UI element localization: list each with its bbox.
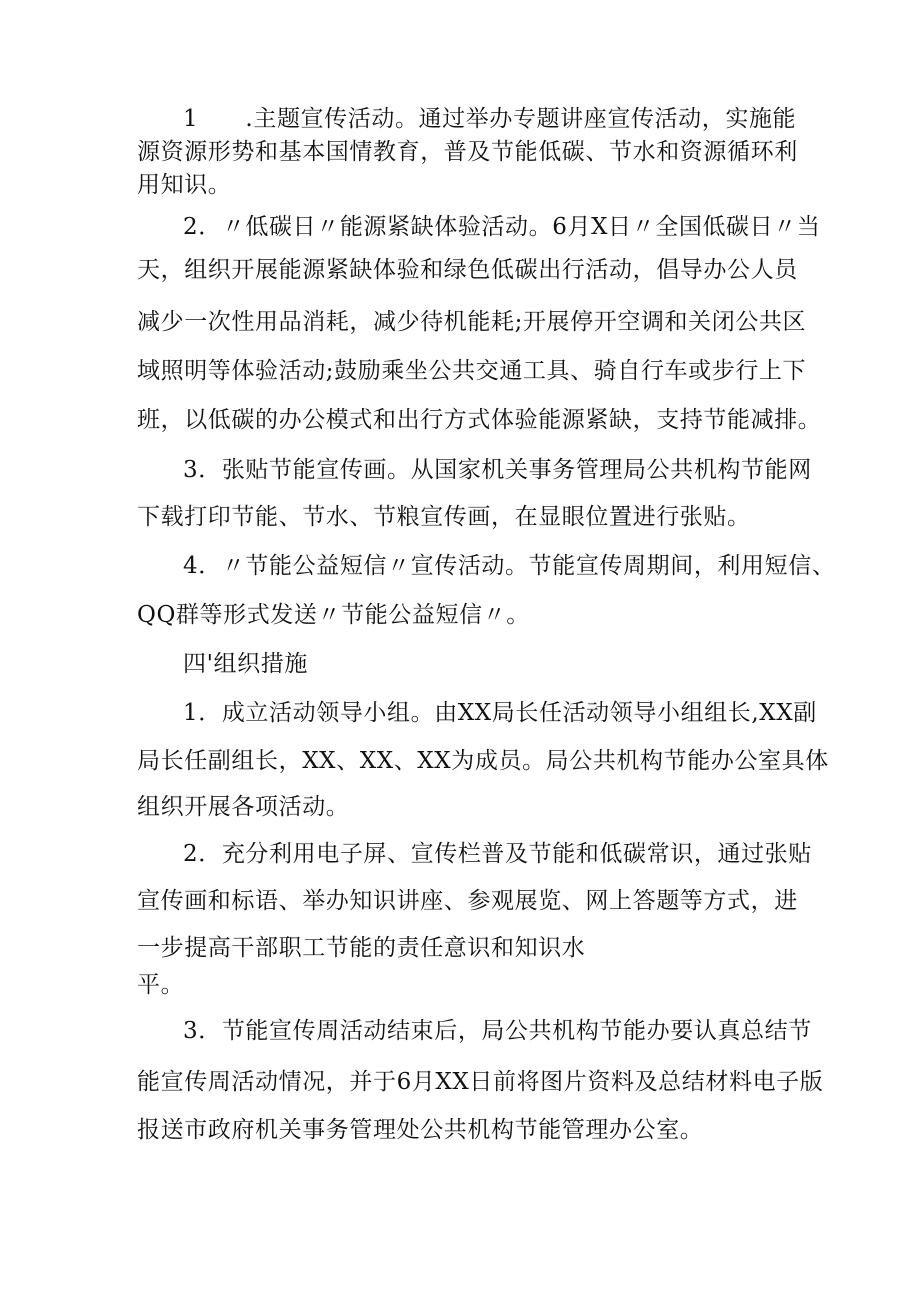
paragraph-2-line-4: 域照明等体验活动;鼓励乘坐公共交通工具、骑自行车或步行上下 [137, 358, 807, 384]
paragraph-3-line-1: 3．张贴节能宣传画。从国家机关事务管理局公共机构节能网 [183, 457, 812, 483]
paragraph-1-line-3: 用知识。 [137, 172, 232, 198]
paragraph-2-line-1: 2．〃低碳日〃能源紧缺体验活动。6月X日〃全国低碳日〃当 [183, 214, 821, 240]
paragraph-4-line-2: QQ群等形式发送〃节能公益短信〃。 [137, 602, 530, 628]
paragraph-5-line-3: 组织开展各项活动。 [137, 794, 350, 820]
section-heading-organization-measures: 四'组织措施 [183, 651, 308, 677]
paragraph-1-line-1: 1 .主题宣传活动。通过举办专题讲座宣传活动，实施能 [183, 106, 797, 132]
paragraph-6-line-1: 2．充分利用电子屏、宣传栏普及节能和低碳常识，通过张贴 [183, 841, 812, 867]
paragraph-7-line-2: 能宣传周活动情况，并于6月XX日前将图片资料及总结材料电子版 [137, 1069, 824, 1095]
paragraph-2-line-3: 减少一次性用品消耗，减少待机能耗;开展停开空调和关闭公共区 [137, 309, 807, 335]
paragraph-2-line-5: 班，以低碳的办公模式和出行方式体验能源紧缺，支持节能减排。 [137, 407, 822, 433]
paragraph-1-line-2: 源资源形势和基本国情教育，普及节能低碳、节水和资源循环利 [137, 139, 798, 165]
paragraph-2-line-2: 天，组织开展能源紧缺体验和绿色低碳出行活动，倡导办公人员 [137, 257, 798, 283]
paragraph-6-line-2: 宣传画和标语、举办知识讲座、参观展览、网上答题等方式，进 [137, 888, 798, 914]
paragraph-5-line-1: 1．成立活动领导小组。由XX局长任活动领导小组组长,XX副 [183, 700, 817, 726]
paragraph-4-line-1: 4．〃节能公益短信〃宣传活动。节能宣传周期间，利用短信、 [183, 553, 836, 579]
paragraph-6-line-4: 平。 [137, 972, 185, 998]
paragraph-7-line-1: 3．节能宣传周活动结束后，局公共机构节能办要认真总结节 [183, 1018, 812, 1044]
paragraph-5-line-2: 局长任副组长，XX、XX、XX为成员。局公共机构节能办公室具体 [137, 748, 829, 774]
paragraph-7-line-3: 报送市政府机关事务管理处公共机构节能管理办公室。 [137, 1117, 704, 1143]
paragraph-3-line-2: 下载打印节能、节水、节粮宣传画，在显眼位置进行张贴。 [137, 504, 751, 530]
paragraph-6-line-3: 一步提高干部职工节能的责任意识和知识水 [137, 935, 586, 961]
